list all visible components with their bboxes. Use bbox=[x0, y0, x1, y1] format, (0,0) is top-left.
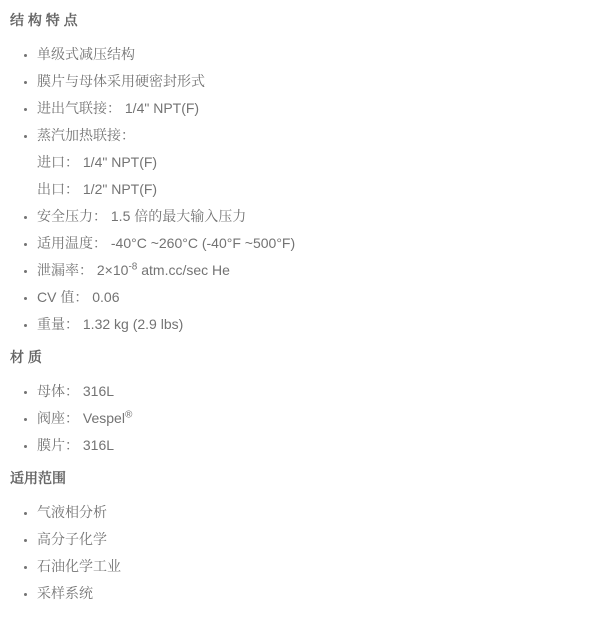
list-item-text: 泄漏率： 2×10 bbox=[37, 262, 129, 278]
superscript-registered-mark: ® bbox=[124, 409, 133, 421]
list-item bbox=[37, 504, 602, 521]
list-item-text: 气液相分析 bbox=[37, 504, 107, 520]
section-materials bbox=[10, 349, 602, 454]
list-item bbox=[37, 100, 602, 117]
list-item-text: 安全压力： 1.5 倍的最大输入压力 bbox=[37, 208, 247, 224]
superscript-exponent: -8 bbox=[128, 261, 138, 273]
list-item bbox=[37, 437, 602, 454]
section-structure-features bbox=[10, 12, 602, 333]
list-item-text-tail: atm.cc/sec He bbox=[137, 262, 230, 278]
list-item-text: 膜片： 316L bbox=[37, 437, 115, 453]
structure-features-list bbox=[10, 46, 602, 333]
section-title: 结 构 特 点 bbox=[10, 12, 78, 28]
list-item-text: CV 值： 0.06 bbox=[37, 289, 120, 305]
list-item-text: 适用温度： -40°C ~260°C (-40°F ~500°F) bbox=[37, 235, 296, 251]
list-item-text: 阀座： Vespel bbox=[37, 410, 125, 426]
list-item-text: 膜片与母体采用硬密封形式 bbox=[37, 73, 205, 89]
list-item bbox=[37, 558, 602, 575]
list-item-text: 母体： 316L bbox=[37, 383, 115, 399]
list-item bbox=[37, 316, 602, 333]
sub-line-inlet: 进口： 1/4" NPT(F) bbox=[37, 154, 158, 170]
applications-list bbox=[10, 504, 602, 602]
section-title: 适用范围 bbox=[10, 470, 66, 486]
list-item bbox=[37, 127, 602, 198]
list-item-text: 蒸汽加热联接： bbox=[37, 127, 135, 143]
list-item bbox=[37, 73, 602, 90]
list-item bbox=[37, 531, 602, 548]
list-item bbox=[37, 289, 602, 306]
list-item-text: 进出气联接： 1/4" NPT(F) bbox=[37, 100, 200, 116]
list-item bbox=[37, 46, 602, 63]
list-item bbox=[37, 235, 602, 252]
list-item-text: 采样系统 bbox=[37, 585, 93, 601]
section-title: 材 质 bbox=[10, 349, 42, 365]
list-item-text: 高分子化学 bbox=[37, 531, 107, 547]
list-item bbox=[37, 410, 602, 427]
list-item-text: 重量： 1.32 kg (2.9 lbs) bbox=[37, 316, 184, 332]
list-item bbox=[37, 383, 602, 400]
materials-list bbox=[10, 383, 602, 454]
section-applications bbox=[10, 470, 602, 602]
list-item bbox=[37, 208, 602, 225]
list-item-text: 单级式减压结构 bbox=[37, 46, 135, 62]
list-item bbox=[37, 585, 602, 602]
sub-line-outlet: 出口： 1/2" NPT(F) bbox=[37, 181, 158, 197]
list-item bbox=[37, 262, 602, 279]
list-item-text: 石油化学工业 bbox=[37, 558, 121, 574]
